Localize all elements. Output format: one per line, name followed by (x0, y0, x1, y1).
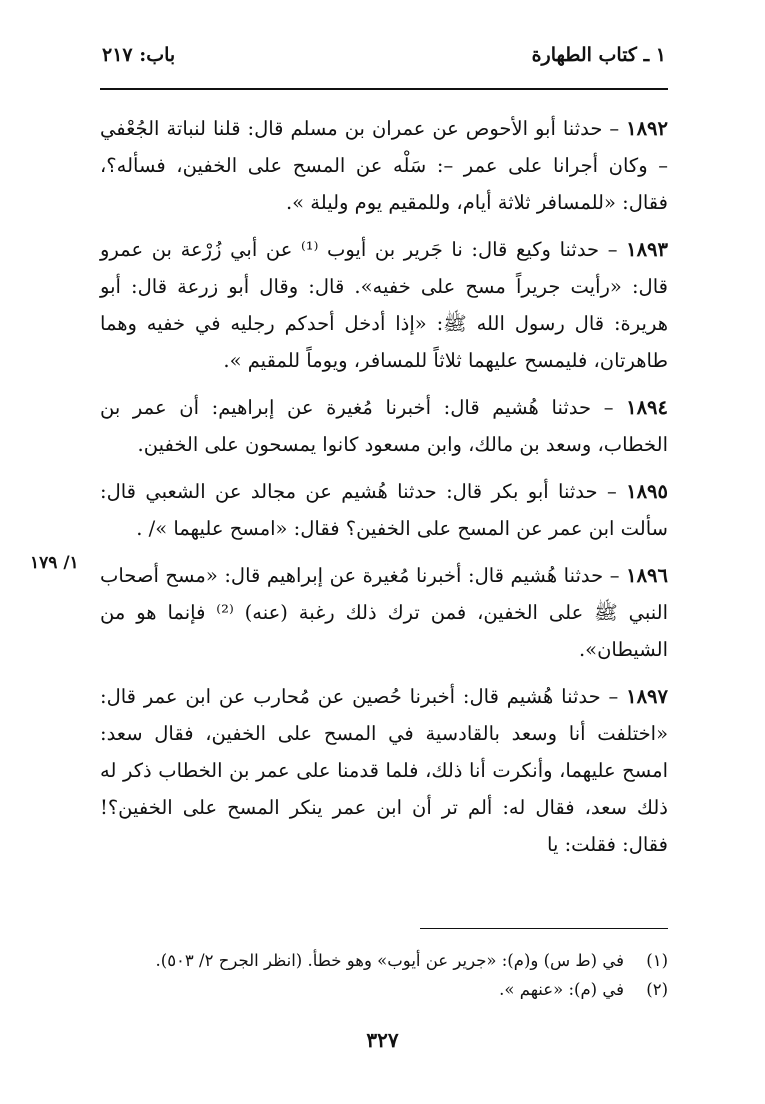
footnote-divider (420, 928, 668, 929)
hadith-number: ١٨٩٥ (626, 480, 668, 503)
footnote-2 (100, 975, 668, 1004)
footnote-number: (١) (646, 951, 668, 970)
margin-reference: ١/ ١٧٩ (30, 553, 79, 573)
hadith-number: ١٨٩٦ (626, 564, 668, 587)
hadith-1892 (100, 110, 668, 221)
page-number: ٣٢٧ (366, 1028, 399, 1052)
running-header (100, 38, 668, 88)
footnote-text: في (م): «عنهم ». (499, 980, 624, 999)
hadith-1895 (100, 473, 668, 547)
footnote-number: (٢) (646, 980, 668, 999)
footnotes (100, 946, 668, 1004)
hadith-text: – حدثنا أبو بكر قال: حدثنا هُشيم عن مجالد عن الشعبي قال: سألت ابن عمر عن المسح على الخفين؟ فقال: «امسح عليهما »/ . (100, 480, 668, 540)
main-text (100, 110, 668, 873)
hadith-text: – حدثنا هُشيم قال: أخبرنا مُغيرة عن إبراهيم قال: «مسح أصحاب النبي ﷺ على الخفين، فمن ترك ذلك رغبة (عنه) ⁽²⁾ فإنما هو من الشيطان». (100, 564, 669, 661)
hadith-text: – حدثنا هُشيم قال: أخبرنا مُغيرة عن إبراهيم: أن عمر بن الخطاب، وسعد بن مالك، وابن مسعود كانوا يمسحون على الخفين. (100, 396, 668, 456)
header-divider (100, 88, 668, 90)
hadith-text: – حدثنا وكيع قال: نا جَرير بن أيوب ⁽¹⁾ عن أبي زُرْعة بن عمرو قال: «رأيت جريراً مسح على خفيه». قال: وقال أبو زرعة قال: أبو هريرة: قال رسول الله ﷺ: «إذا أدخل أحدكم رجليه في خفيه وهما طاهرتان، فليمسح عليهما ثلاثاً للمسافر، ويوماً للمقيم ». (100, 238, 668, 372)
hadith-1893 (100, 231, 668, 379)
chapter-label: باب: ٢١٧ (102, 44, 176, 66)
book-title: ١ ـ كتاب الطهارة (531, 44, 666, 66)
hadith-text: – حدثنا أبو الأحوص عن عمران بن مسلم قال: قلنا لنباتة الجُعْفي – وكان أجرانا على عمر –: سَلْه عن المسح على الخفين، فسأله؟، فقال: «للمسافر ثلاثة أيام، وللمقيم يوم وليلة ». (100, 117, 668, 214)
hadith-number: ١٨٩٢ (626, 117, 668, 140)
hadith-1896 (100, 557, 668, 668)
hadith-number: ١٨٩٧ (626, 685, 668, 708)
hadith-1894 (100, 389, 668, 463)
footnote-1 (100, 946, 668, 975)
hadith-number: ١٨٩٤ (626, 396, 668, 419)
hadith-1897 (100, 678, 668, 863)
hadith-text: – حدثنا هُشيم قال: أخبرنا حُصين عن مُحارب عن ابن عمر قال: «اختلفت أنا وسعد بالقادسية في المسح على الخفين، فقال سعد: امسح عليهما، وأنكرت أنا ذلك، فلما قدمنا على عمر بن الخطاب ذكر له ذلك سعد، فقال له: ألم تر أن ابن عمر ينكر المسح على الخفين؟! فقال: فقلت: يا (100, 685, 668, 856)
hadith-number: ١٨٩٣ (626, 238, 669, 261)
footnote-text: في (ط س) و(م): «جرير عن أيوب» وهو خطأ. (انظر الجرح ٢/ ٥٠٣). (155, 951, 624, 970)
